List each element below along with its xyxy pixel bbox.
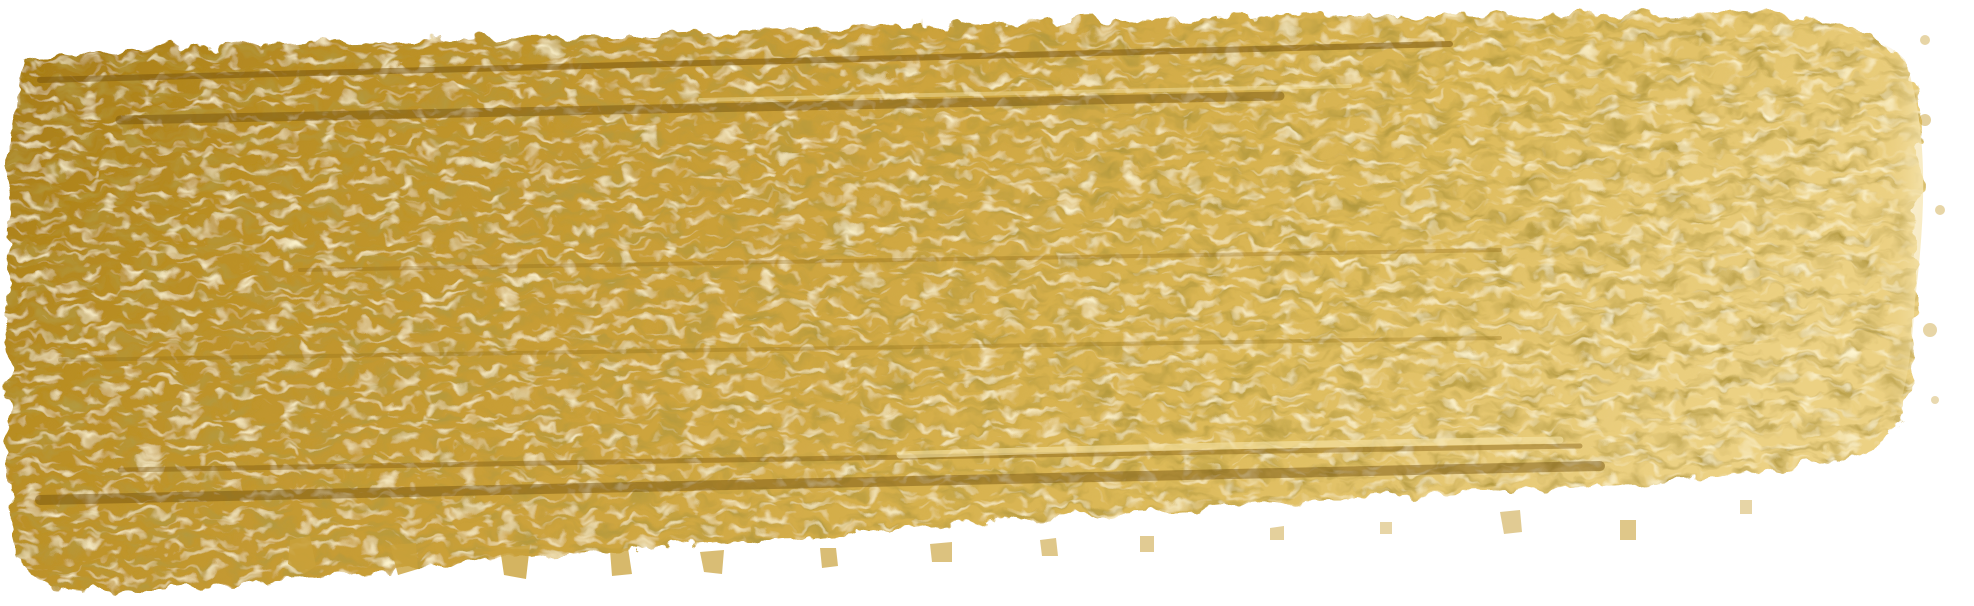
stroke-highlight-edge (1700, 20, 1923, 466)
